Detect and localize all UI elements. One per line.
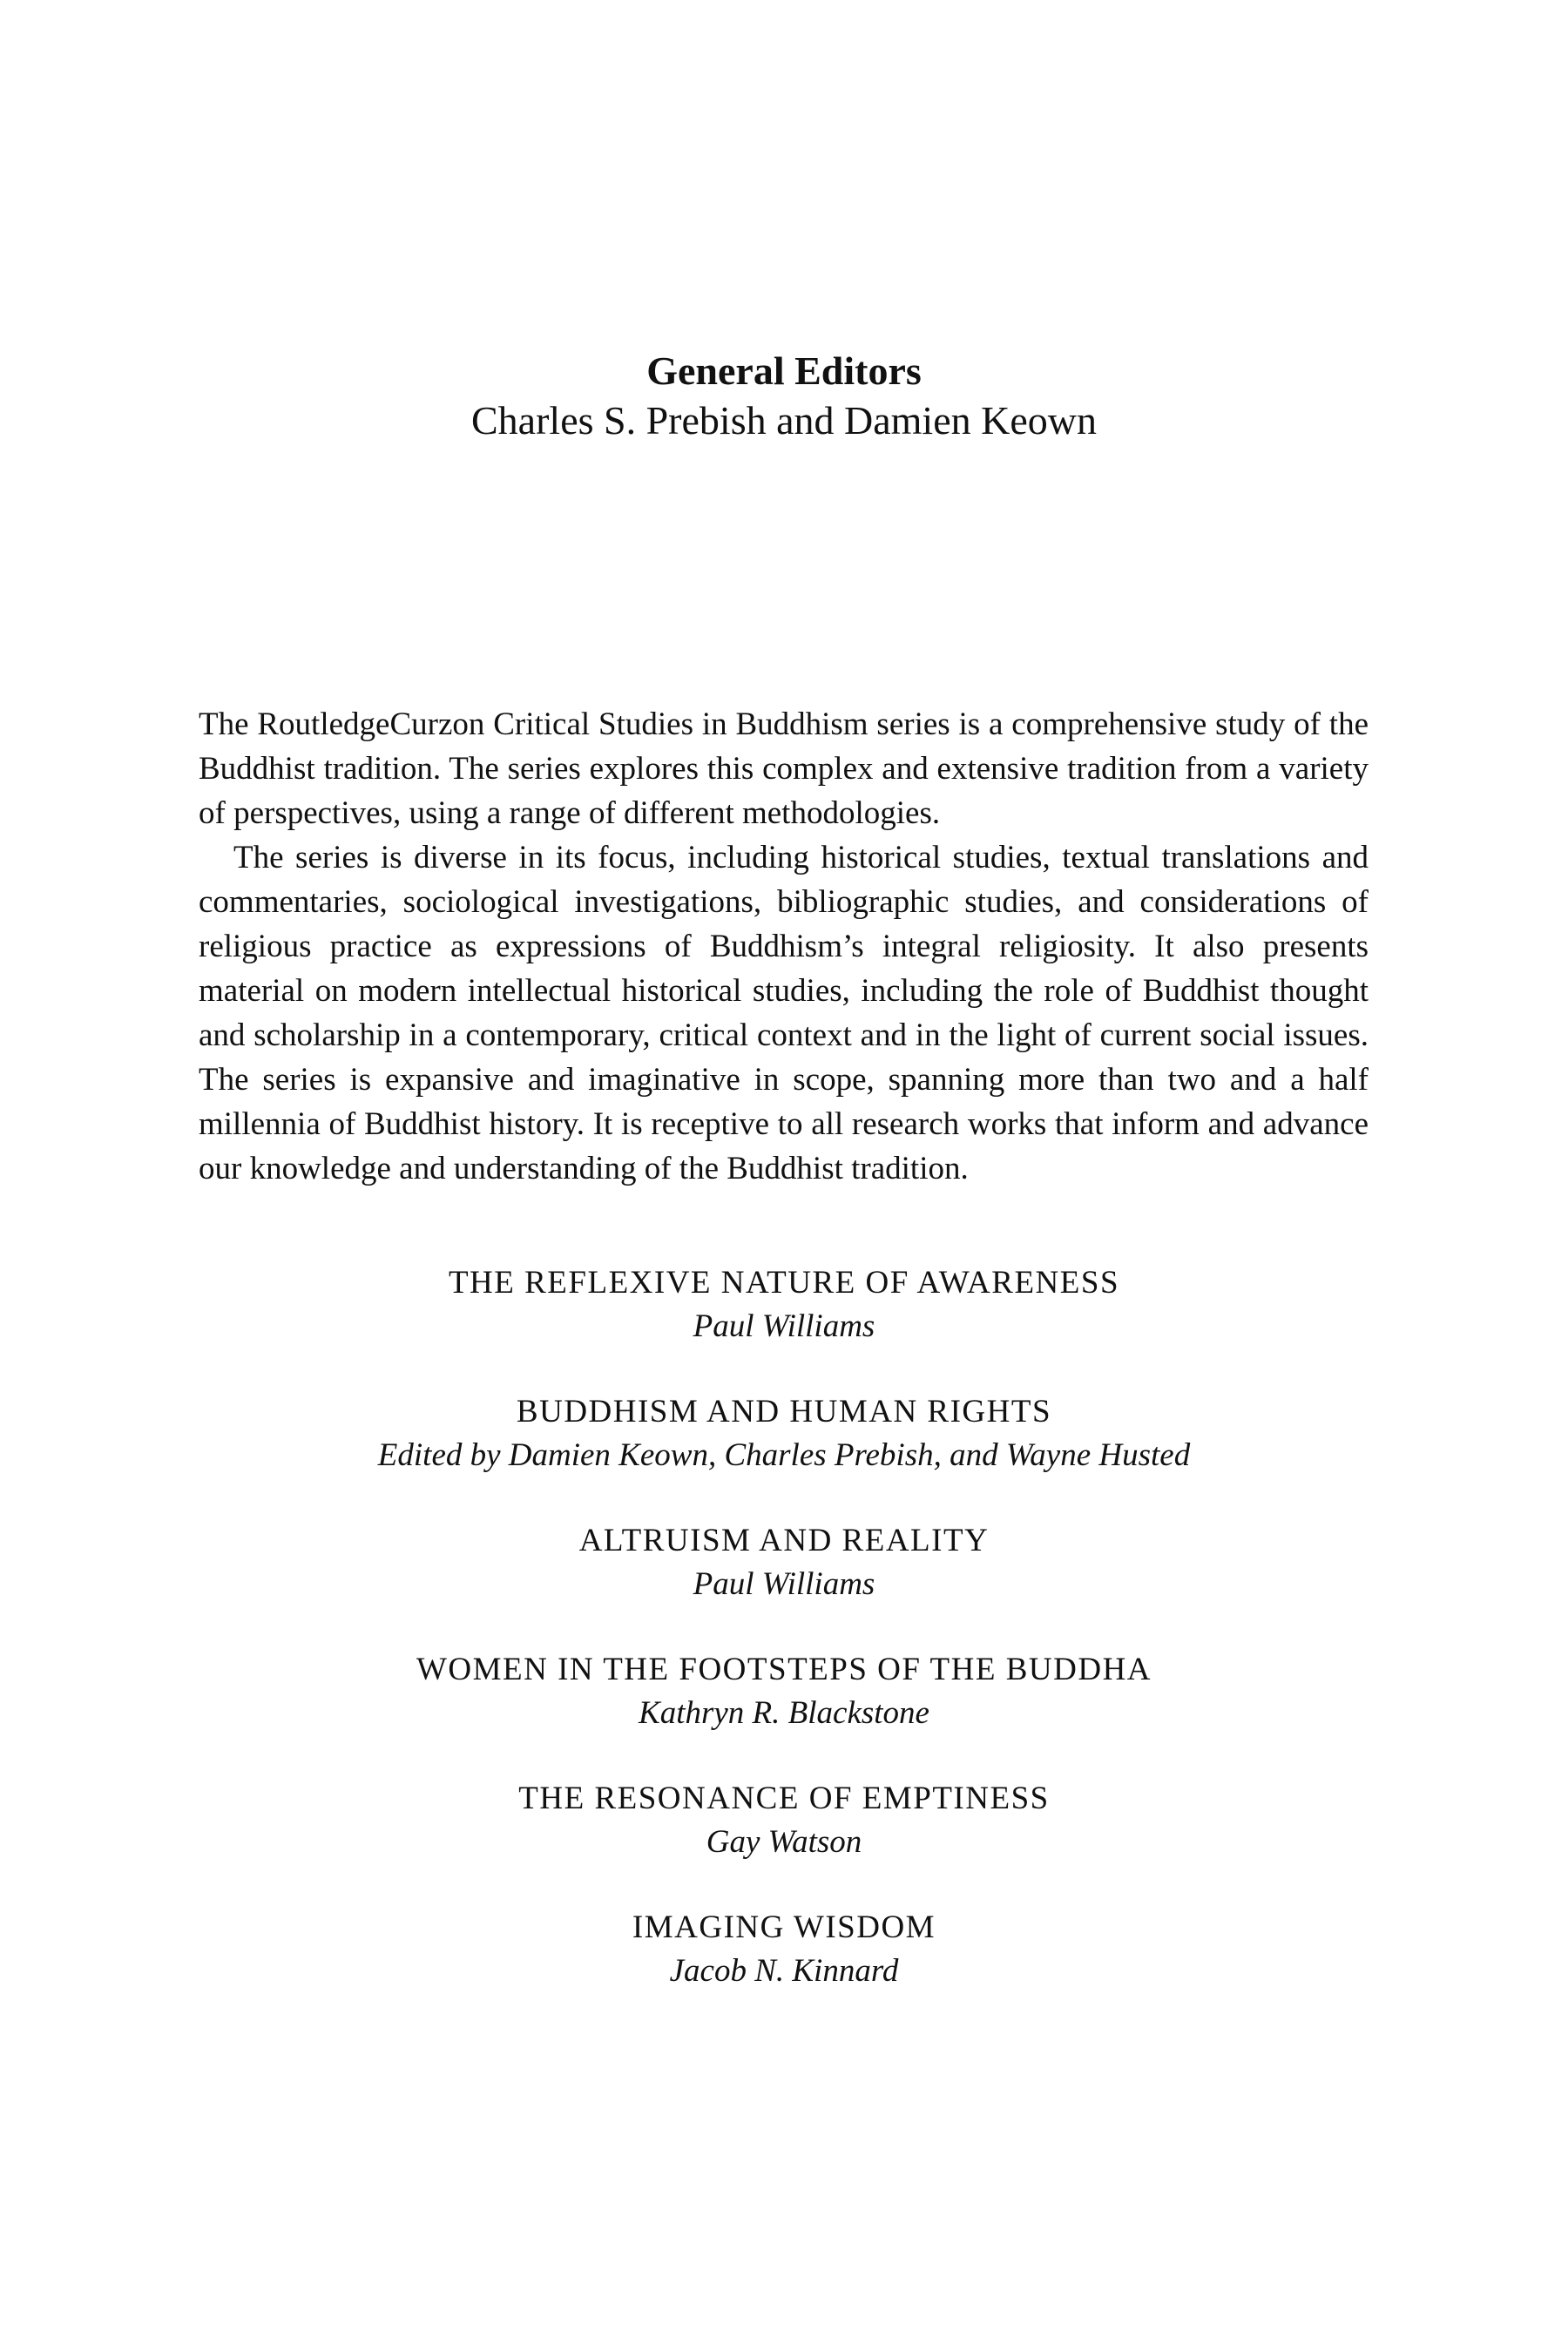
entry-title: IMAGING WISDOM — [632, 1909, 936, 1945]
series-entry — [0, 1648, 1568, 1735]
series-entry — [0, 1390, 1568, 1477]
editors-names: Charles S. Prebish and Damien Keown — [471, 398, 1097, 443]
series-title-list — [0, 1261, 1568, 2035]
entry-title: ALTRUISM AND REALITY — [578, 1523, 990, 1558]
series-entry — [0, 1519, 1568, 1606]
entry-title: THE RESONANCE OF EMPTINESS — [518, 1781, 1050, 1816]
entry-title: WOMEN IN THE FOOTSTEPS OF THE BUDDHA — [416, 1652, 1152, 1687]
entry-author: Paul Williams — [693, 1308, 875, 1344]
description-paragraph: The series is diverse in its focus, including historical studies, textual translations and commentaries, sociological investigations, bibliographic studies, and considerations of religious practice as expressions of Buddhism’s integral religiosity. It also presents material on modern intellectual historical studies, including the role of Buddhist thought and scholarship in a contemporary, critical context and in the light of current social issues. The series is expansive and imaginative in scope, spanning more than two and a half millennia of Buddhist history. It is receptive to all research works that inform and advance our knowledge and understanding of the Buddhist tradition. — [199, 840, 1369, 1186]
editors-heading: General Editors — [646, 348, 922, 393]
series-entry — [0, 1777, 1568, 1864]
series-entry — [0, 1261, 1568, 1348]
general-editors-block — [0, 347, 1568, 446]
description-paragraph: The RoutledgeCurzon Critical Studies in Buddhism series is a comprehensive study of the Buddhist tradition. The series explores this complex and extensive tradition from a variety of perspectives, using a range of different methodologies. — [199, 706, 1369, 831]
series-description — [199, 702, 1369, 1191]
entry-author: Kathryn R. Blackstone — [639, 1695, 929, 1731]
entry-author: Gay Watson — [706, 1824, 862, 1860]
series-entry — [0, 1906, 1568, 1993]
entry-author: Jacob N. Kinnard — [669, 1953, 899, 1989]
entry-title: THE REFLEXIVE NATURE OF AWARENESS — [448, 1265, 1120, 1301]
entry-author: Edited by Damien Keown, Charles Prebish, and Wayne Husted — [377, 1437, 1191, 1473]
entry-author: Paul Williams — [693, 1566, 875, 1602]
entry-title: BUDDHISM AND HUMAN RIGHTS — [516, 1394, 1052, 1429]
